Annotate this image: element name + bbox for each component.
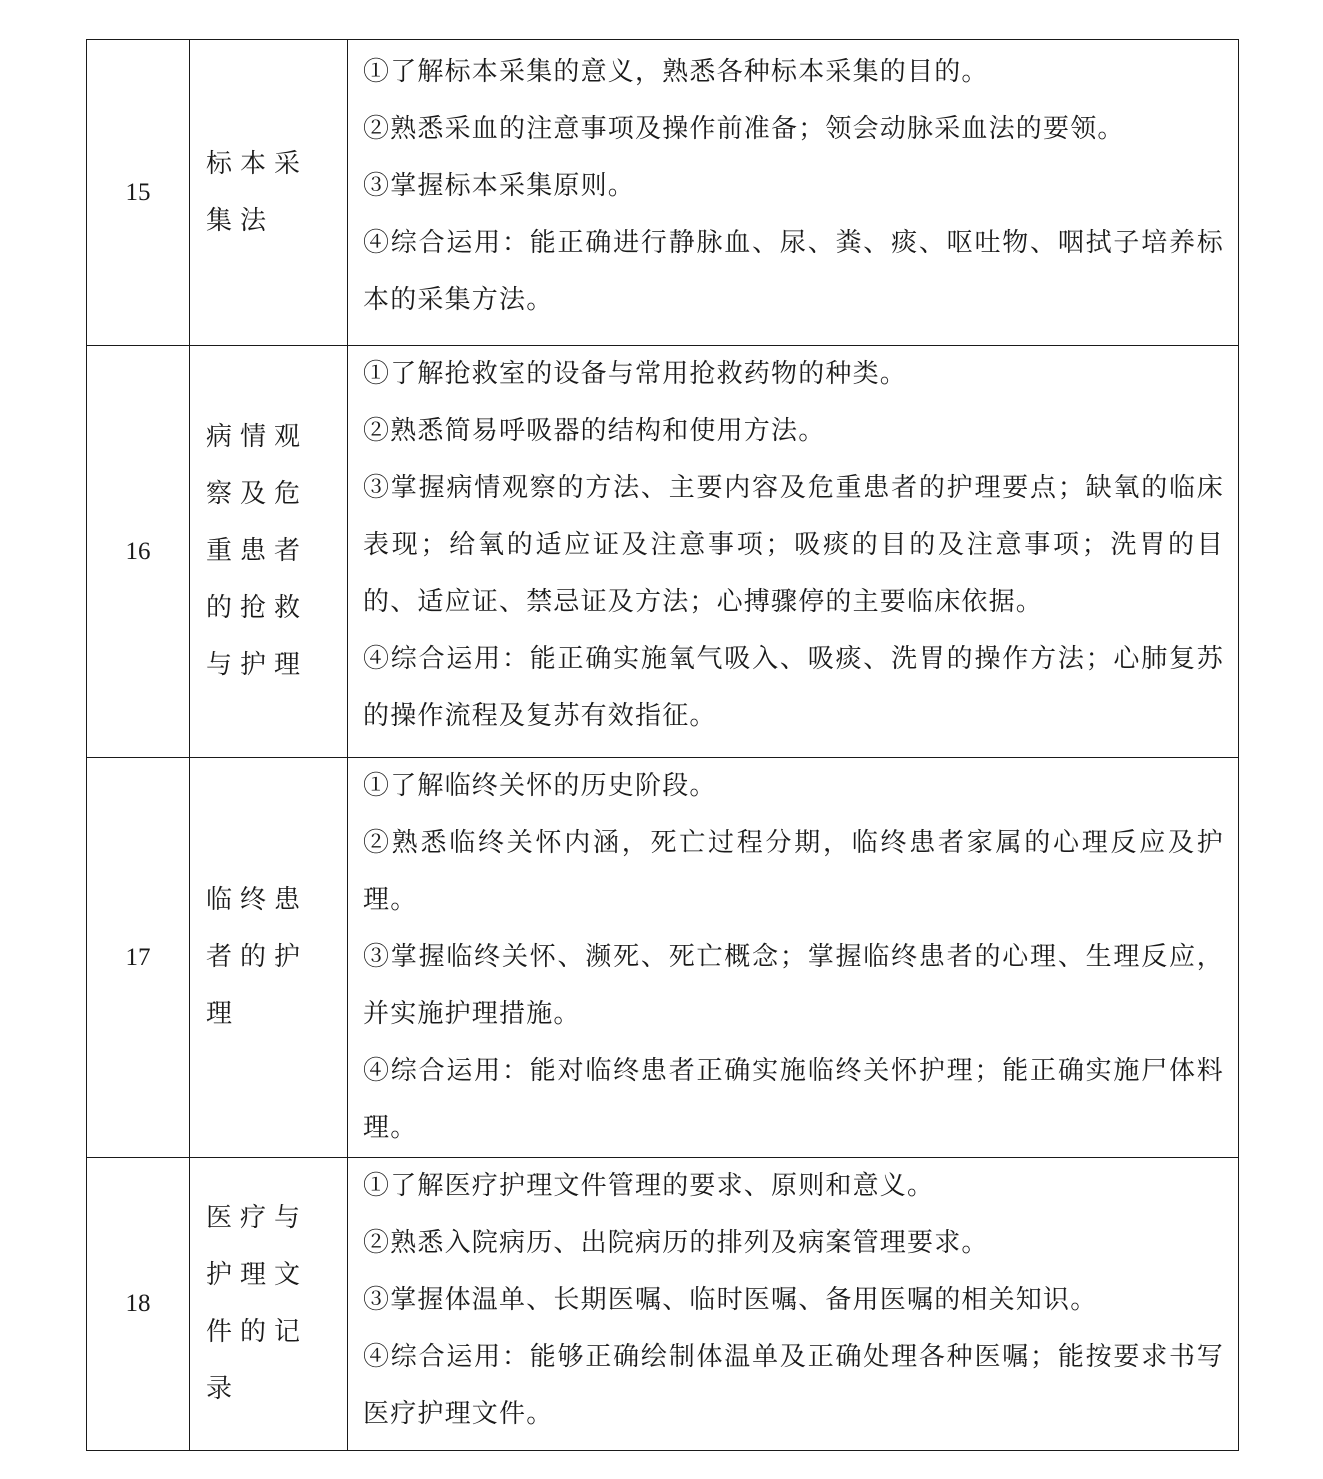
row-requirements (348, 346, 1239, 758)
table-row (87, 40, 1239, 346)
row-number: 16 (87, 346, 190, 758)
clipped-next-heading (195, 1470, 575, 1479)
requirement-item: ④综合运用：能够正确绘制体温单及正确处理各种医嘱；能按要求书写医疗护理文件。 (363, 1342, 1224, 1429)
row-number: 17 (87, 758, 190, 1158)
requirement-item: ③掌握临终关怀、濒死、死亡概念；掌握临终患者的心理、生理反应，并实施护理措施。 (363, 942, 1224, 1029)
requirement-item: ①了解标本采集的意义，熟悉各种标本采集的目的。 (363, 57, 989, 87)
table-row (87, 1158, 1239, 1451)
requirement-item: ①了解医疗护理文件管理的要求、原则和意义。 (363, 1171, 935, 1201)
row-topic: 临终患者的护理 (190, 758, 348, 1158)
row-requirements (348, 40, 1239, 346)
requirement-item: ①了解临终关怀的历史阶段。 (363, 771, 717, 801)
requirement-item: ②熟悉入院病历、出院病历的排列及病案管理要求。 (363, 1228, 989, 1258)
row-requirements (348, 758, 1239, 1158)
row-topic: 病情观察及危重患者的抢救与护理 (190, 346, 348, 758)
requirement-item: ②熟悉简易呼吸器的结构和使用方法。 (363, 416, 826, 446)
requirement-item: ①了解抢救室的设备与常用抢救药物的种类。 (363, 359, 908, 389)
requirement-item: ③掌握标本采集原则。 (363, 171, 636, 201)
requirement-item: ④综合运用：能对临终患者正确实施临终关怀护理；能正确实施尸体料理。 (363, 1056, 1224, 1143)
row-topic: 标本采集法 (190, 40, 348, 346)
row-topic: 医疗与护理文件的记录 (190, 1158, 348, 1451)
requirement-item: ③掌握病情观察的方法、主要内容及危重患者的护理要点；缺氧的临床表现；给氧的适应证及注意事项；吸痰的目的及注意事项；洗胃的目的、适应证、禁忌证及方法；心搏骤停的主要临床依据。 (363, 473, 1224, 617)
requirement-item: ②熟悉临终关怀内涵，死亡过程分期，临终患者家属的心理反应及护理。 (363, 828, 1224, 915)
requirement-item: ②熟悉采血的注意事项及操作前准备；领会动脉采血法的要领。 (363, 114, 1125, 144)
requirement-item: ③掌握体温单、长期医嘱、临时医嘱、备用医嘱的相关知识。 (363, 1285, 1098, 1315)
requirement-item: ④综合运用：能正确进行静脉血、尿、粪、痰、呕吐物、咽拭子培养标本的采集方法。 (363, 228, 1224, 315)
row-number: 15 (87, 40, 190, 346)
table-row (87, 346, 1239, 758)
row-requirements (348, 1158, 1239, 1451)
requirement-item: ④综合运用：能正确实施氧气吸入、吸痰、洗胃的操作方法；心肺复苏的操作流程及复苏有效指征。 (363, 644, 1224, 731)
course-requirements-table (86, 39, 1239, 1451)
table-row (87, 758, 1239, 1158)
row-number: 18 (87, 1158, 190, 1451)
